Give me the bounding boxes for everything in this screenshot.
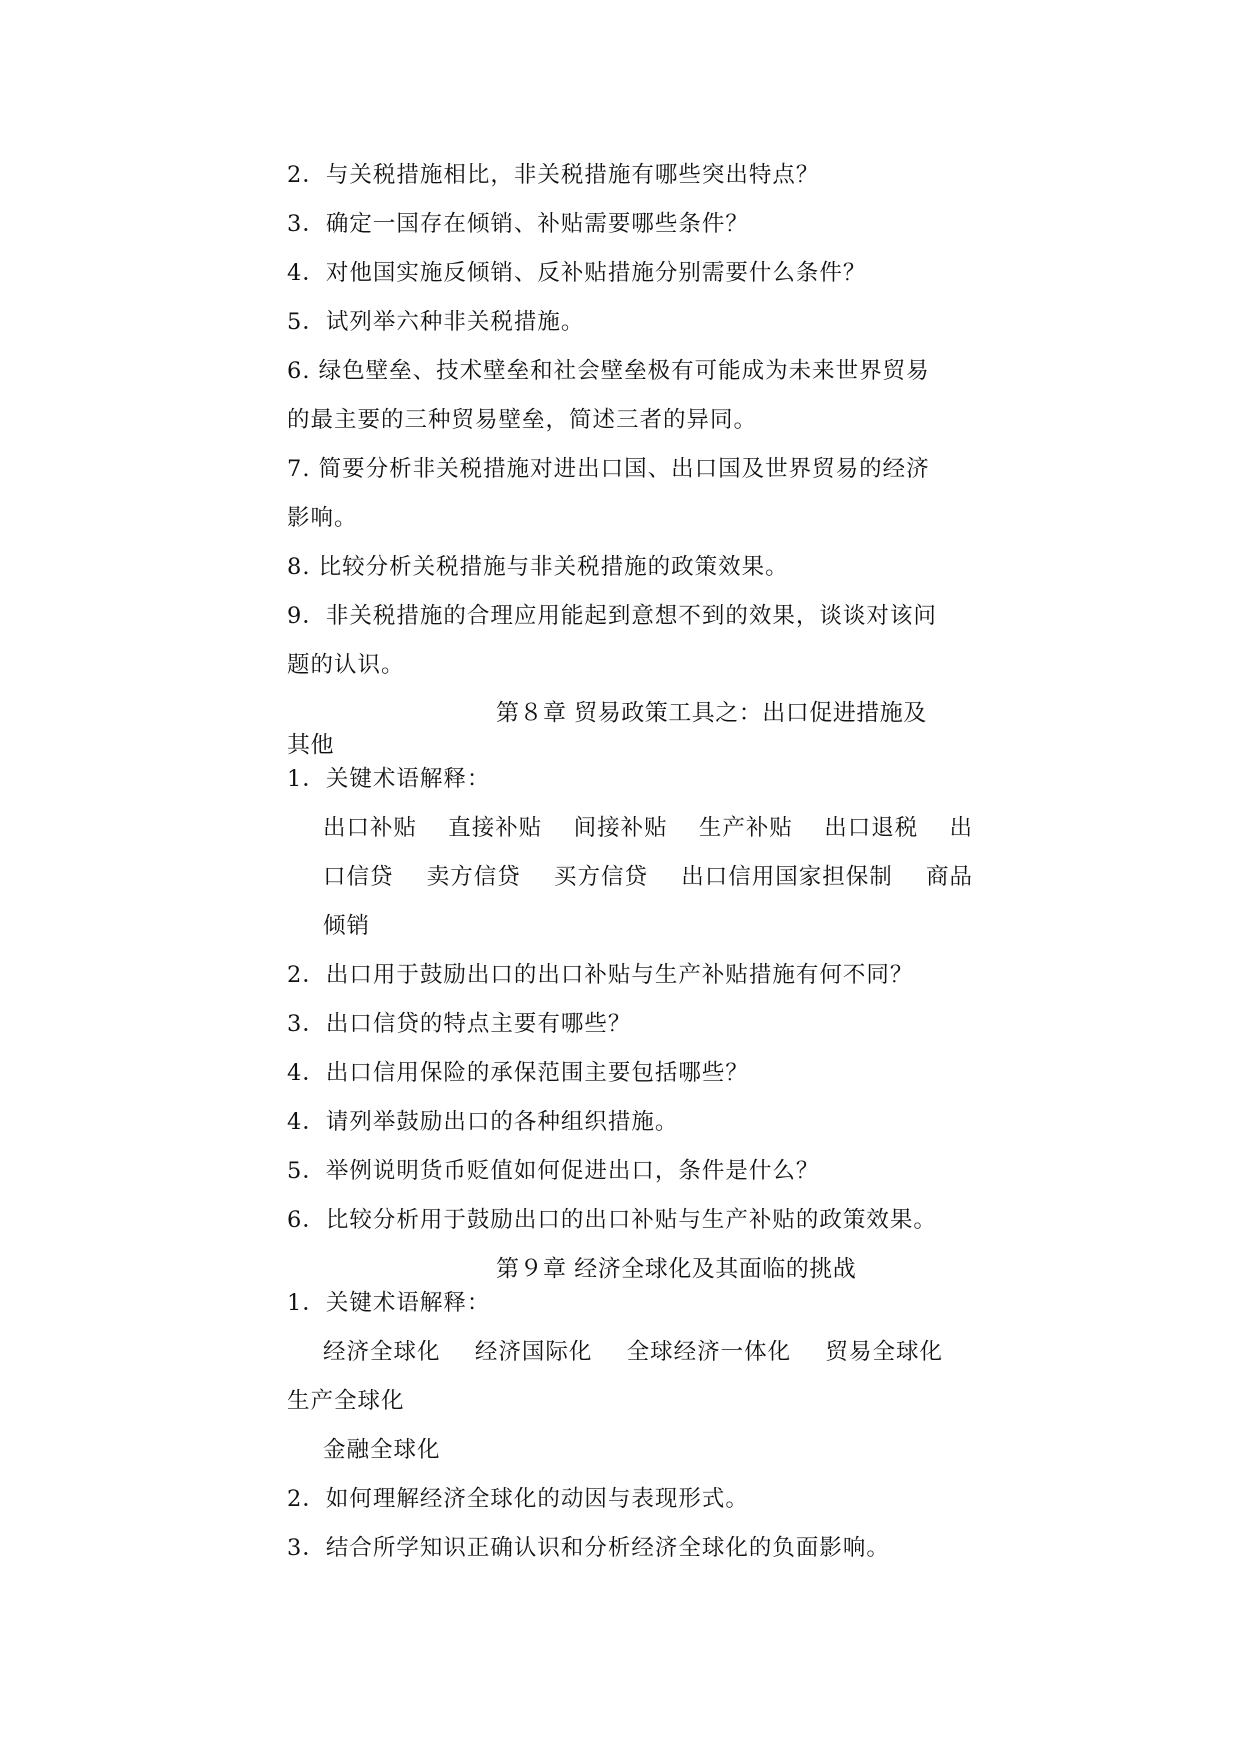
question-line: 题的认识。 (287, 652, 405, 678)
question-line: 3．出口信贷的特点主要有哪些？ (287, 1011, 632, 1037)
question-line: 6. 绿色壁垒、技术壁垒和社会壁垒极有可能成为未来世界贸易 (287, 358, 930, 384)
question-line: 4．请列举鼓励出口的各种组织措施。 (287, 1109, 679, 1135)
terms-row (323, 813, 973, 843)
question-line: 的最主要的三种贸易壁垒，简述三者的异同。 (287, 407, 758, 433)
question-line: 5．试列举六种非关税措施。 (287, 309, 585, 335)
term: 全球经济一体化 (626, 1339, 792, 1365)
terms-row (323, 1337, 943, 1367)
term: 经济国际化 (474, 1339, 593, 1365)
question-line: 2．如何理解经济全球化的动因与表现形式。 (287, 1486, 749, 1512)
question-line: 3．确定一国存在倾销、补贴需要哪些条件？ (287, 211, 749, 237)
chapter-heading-cont: 其他 (287, 732, 334, 758)
term: 生产全球化 (287, 1388, 405, 1414)
term: 直接补贴 (448, 815, 543, 841)
question-line: 8. 比较分析关税措施与非关税措施的政策效果。 (287, 554, 789, 580)
chapter-heading: 第９章 经济全球化及其面临的挑战 (496, 1256, 857, 1282)
term: 商品 (925, 864, 973, 890)
question-line: 2．出口用于鼓励出口的出口补贴与生产补贴措施有何不同？ (287, 962, 914, 988)
term: 间接补贴 (573, 815, 668, 841)
term: 出口信用国家担保制 (681, 864, 893, 890)
question-line: 1．关键术语解释： (287, 1290, 491, 1316)
term: 出口退税 (824, 815, 919, 841)
term: 口信贷 (323, 864, 394, 890)
question-line: 7. 简要分析非关税措施对进出口国、出口国及世界贸易的经济 (287, 456, 930, 482)
chapter-heading: 第８章 贸易政策工具之：出口促进措施及 (496, 700, 927, 726)
term: 经济全球化 (323, 1339, 441, 1365)
term: 倾销 (323, 913, 371, 939)
terms-row (323, 862, 973, 892)
term: 出口补贴 (323, 815, 418, 841)
question-line: 1．关键术语解释： (287, 766, 491, 792)
term: 买方信贷 (553, 864, 648, 890)
question-line: 影响。 (287, 505, 358, 531)
question-line: 4．对他国实施反倾销、反补贴措施分别需要什么条件？ (287, 260, 867, 286)
term: 出 (949, 815, 973, 841)
term: 生产补贴 (698, 815, 793, 841)
term: 卖方信贷 (426, 864, 521, 890)
question-line: 4．出口信用保险的承保范围主要包括哪些？ (287, 1060, 749, 1086)
question-line: 6．比较分析用于鼓励出口的出口补贴与生产补贴的政策效果。 (287, 1207, 937, 1233)
term: 金融全球化 (323, 1437, 441, 1463)
question-line: 3．结合所学知识正确认识和分析经济全球化的负面影响。 (287, 1535, 890, 1561)
term: 贸易全球化 (825, 1339, 943, 1365)
question-line: 2．与关税措施相比，非关税措施有哪些突出特点？ (287, 162, 820, 188)
question-line: 5．举例说明货币贬值如何促进出口，条件是什么？ (287, 1158, 820, 1184)
question-line: 9．非关税措施的合理应用能起到意想不到的效果，谈谈对该问 (287, 603, 937, 629)
